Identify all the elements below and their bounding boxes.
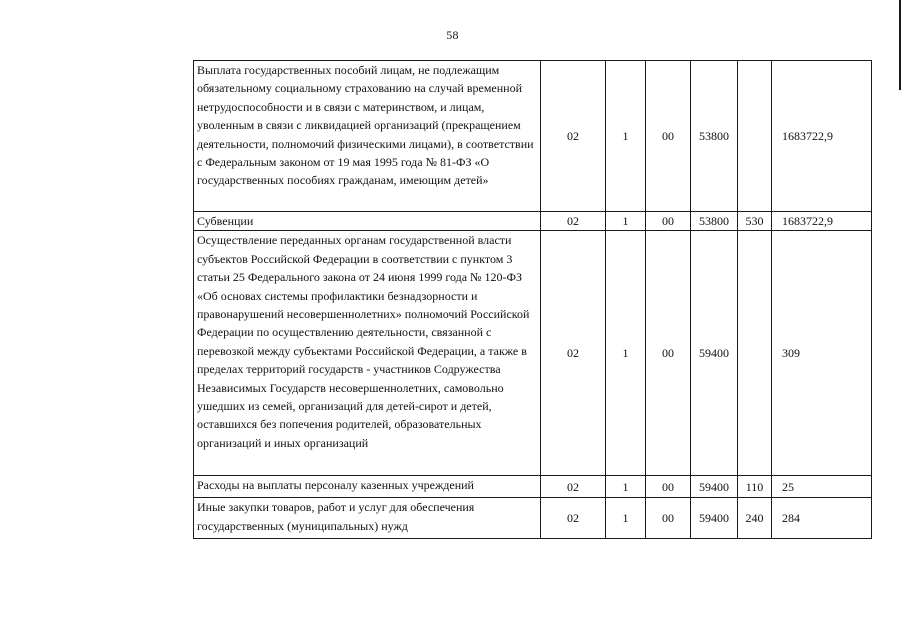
row-description: Выплата государственных пособий лицам, не подлежащим обязательному социальному страхованию на случай временной нетрудоспособности и в связи с материнством, и лицам, уволенным в связи с ликвидацией организаций (прекращением деятельности, полномочий физическими лицами), в соответствии с Федеральным законом от 19 мая 1995 года № 81-ФЗ «О государственных пособиях гражданам, имеющим детей» (194, 61, 541, 212)
program-code: 1 (606, 231, 646, 476)
amount: 284 (772, 498, 872, 539)
table-row (194, 212, 872, 231)
amount: 1683722,9 (772, 212, 872, 231)
section-code: 02 (541, 498, 606, 539)
program-code: 1 (606, 61, 646, 212)
budget-table (193, 60, 872, 539)
expense-type-code: 110 (738, 476, 772, 498)
table-row (194, 476, 872, 498)
direction-code: 59400 (691, 476, 738, 498)
subprogram-code: 00 (646, 498, 691, 539)
table-row (194, 498, 872, 539)
program-code: 1 (606, 212, 646, 231)
page-edge-line (899, 0, 901, 90)
expense-type-code (738, 231, 772, 476)
table-row (194, 61, 872, 212)
section-code: 02 (541, 231, 606, 476)
row-description: Осуществление переданных органам государственной власти субъектов Российской Федерации в соответствии с пунктом 3 статьи 25 Федерального закона от 24 июня 1999 года № 120-ФЗ «Об основах системы профилактики безнадзорности и правонарушений несовершеннолетних» полномочий Российской Федерации по осуществлению деятельности, связанной с перевозкой между субъектами Российской Федерации, а также в пределах территорий государств - участников Содружества Независимых Государств несовершеннолетних, самовольно ушедших из семей, организаций для детей-сирот и детей, оставшихся без попечения родителей, образовательных организаций и иных организаций (194, 231, 541, 476)
subprogram-code: 00 (646, 61, 691, 212)
direction-code: 53800 (691, 212, 738, 231)
subprogram-code: 00 (646, 476, 691, 498)
section-code: 02 (541, 476, 606, 498)
row-description: Иные закупки товаров, работ и услуг для обеспечения государственных (муниципальных) нужд (194, 498, 541, 539)
amount: 25 (772, 476, 872, 498)
subprogram-code: 00 (646, 231, 691, 476)
expense-type-code (738, 61, 772, 212)
program-code: 1 (606, 498, 646, 539)
section-code: 02 (541, 212, 606, 231)
amount: 309 (772, 231, 872, 476)
amount: 1683722,9 (772, 61, 872, 212)
page-number: 58 (446, 28, 459, 42)
direction-code: 59400 (691, 498, 738, 539)
section-code: 02 (541, 61, 606, 212)
row-description: Субвенции (194, 212, 541, 231)
program-code: 1 (606, 476, 646, 498)
row-description: Расходы на выплаты персоналу казенных учреждений (194, 476, 541, 498)
direction-code: 53800 (691, 61, 738, 212)
expense-type-code: 240 (738, 498, 772, 539)
subprogram-code: 00 (646, 212, 691, 231)
table-row (194, 231, 872, 476)
direction-code: 59400 (691, 231, 738, 476)
expense-type-code: 530 (738, 212, 772, 231)
